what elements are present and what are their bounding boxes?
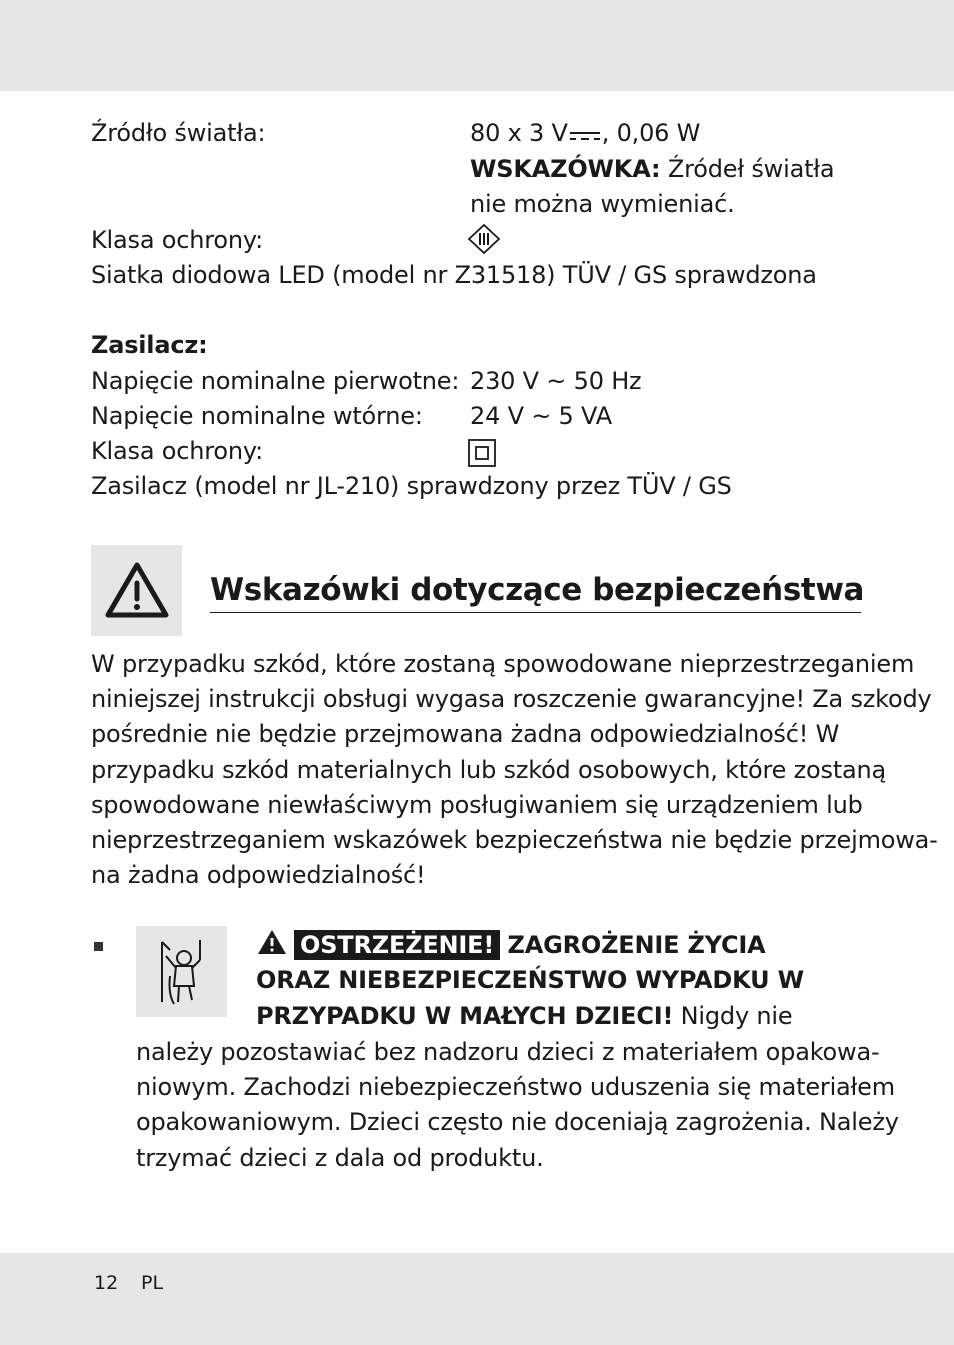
warning-triangle-small-icon — [256, 928, 288, 956]
paragraph-line: na żadna odpowiedzialność! — [91, 861, 426, 890]
warning-title-line-3: PRZYPADKU W MAŁYCH DZIECI! Nigdy nie — [256, 1002, 793, 1030]
heading-divider — [210, 612, 861, 613]
paragraph-line: niniejszej instrukcji obsługi wygasa roszczenie gwarancyjne! Za szkody — [91, 685, 932, 714]
paragraph-line: należy pozostawiać bez nadzoru dzieci z materiałem opakowa- — [136, 1038, 880, 1066]
warning-paragraph — [136, 1035, 899, 1176]
note-text: Źródeł światła — [660, 155, 835, 183]
paragraph-line: przypadku szkód materialnych lub szkód osobowych, które zostaną — [91, 755, 887, 784]
protection-class-2-icon — [468, 439, 496, 467]
protection-class-label: Klasa ochrony: — [91, 226, 264, 254]
warning-badge: OSTRZEŻENIE! — [294, 930, 500, 960]
primary-voltage-label: Napięcie nominalne pierwotne: — [91, 367, 460, 395]
warning-triangle-icon — [104, 561, 170, 619]
primary-voltage-value: 230 V ~ 50 Hz — [470, 367, 642, 395]
secondary-voltage-value: 24 V ~ 5 VA — [470, 402, 612, 430]
power-protection-class-label: Klasa ochrony: — [91, 437, 264, 465]
warning-title-line-2: ORAZ NIEBEZPIECZEŃSTWO WYPADKU W — [256, 966, 804, 994]
warning-icon-box — [91, 545, 182, 636]
light-source-value: 80 x 3 V , 0,06 W — [470, 119, 701, 147]
power-supply-tested-line: Zasilacz (model nr JL-210) sprawdzony przez TÜV / GS — [91, 472, 732, 500]
warning-title: ZAGROŻENIE ŻYCIA — [507, 931, 766, 959]
light-source-label: Źródło światła: — [91, 119, 266, 147]
power-supply-title: Zasilacz: — [91, 331, 208, 359]
paragraph-line: niowym. Zachodzi niebezpieczeństwo uduszenia się materiałem — [136, 1073, 895, 1102]
paragraph-line: spowodowane niewłaściwym posługiwaniem się urządzeniem lub — [91, 790, 863, 819]
note-label: WSKAZÓWKA: — [470, 155, 661, 183]
page-number: 12 — [94, 1272, 119, 1294]
paragraph-line: trzymać dzieci z dala od produktu. — [136, 1143, 544, 1172]
secondary-voltage-label: Napięcie nominalne wtórne: — [91, 402, 423, 430]
list-bullet — [94, 942, 103, 951]
protection-class-3-icon — [467, 224, 501, 254]
warning-title-line-1 — [256, 928, 766, 963]
note-text-line-2: nie można wymieniać. — [470, 190, 735, 218]
child-hazard-box — [136, 926, 227, 1017]
paragraph-line: nieprzestrzeganiem wskazówek bezpieczeństwa nie będzie przejmowa- — [91, 826, 938, 855]
paragraph-line: opakowaniowym. Dzieci często nie doceniają zagrożenia. Należy — [136, 1108, 899, 1137]
header-band — [0, 0, 954, 91]
dc-symbol-icon — [568, 129, 602, 143]
paragraph-line: pośrednie nie będzie przejmowana żadna odpowiedzialność! W — [91, 720, 840, 749]
child-hazard-icon — [154, 936, 210, 1008]
paragraph-line: W przypadku szkód, które zostaną spowodowane nieprzestrzeganiem — [91, 650, 915, 678]
safety-intro-paragraph — [91, 647, 938, 893]
safety-heading: Wskazówki dotyczące bezpieczeństwa — [210, 572, 865, 608]
led-grid-line: Siatka diodowa LED (model nr Z31518) TÜV / GS sprawdzona — [91, 261, 817, 289]
language-code: PL — [141, 1272, 164, 1294]
footer-band — [0, 1253, 954, 1345]
light-source-note — [470, 152, 834, 187]
